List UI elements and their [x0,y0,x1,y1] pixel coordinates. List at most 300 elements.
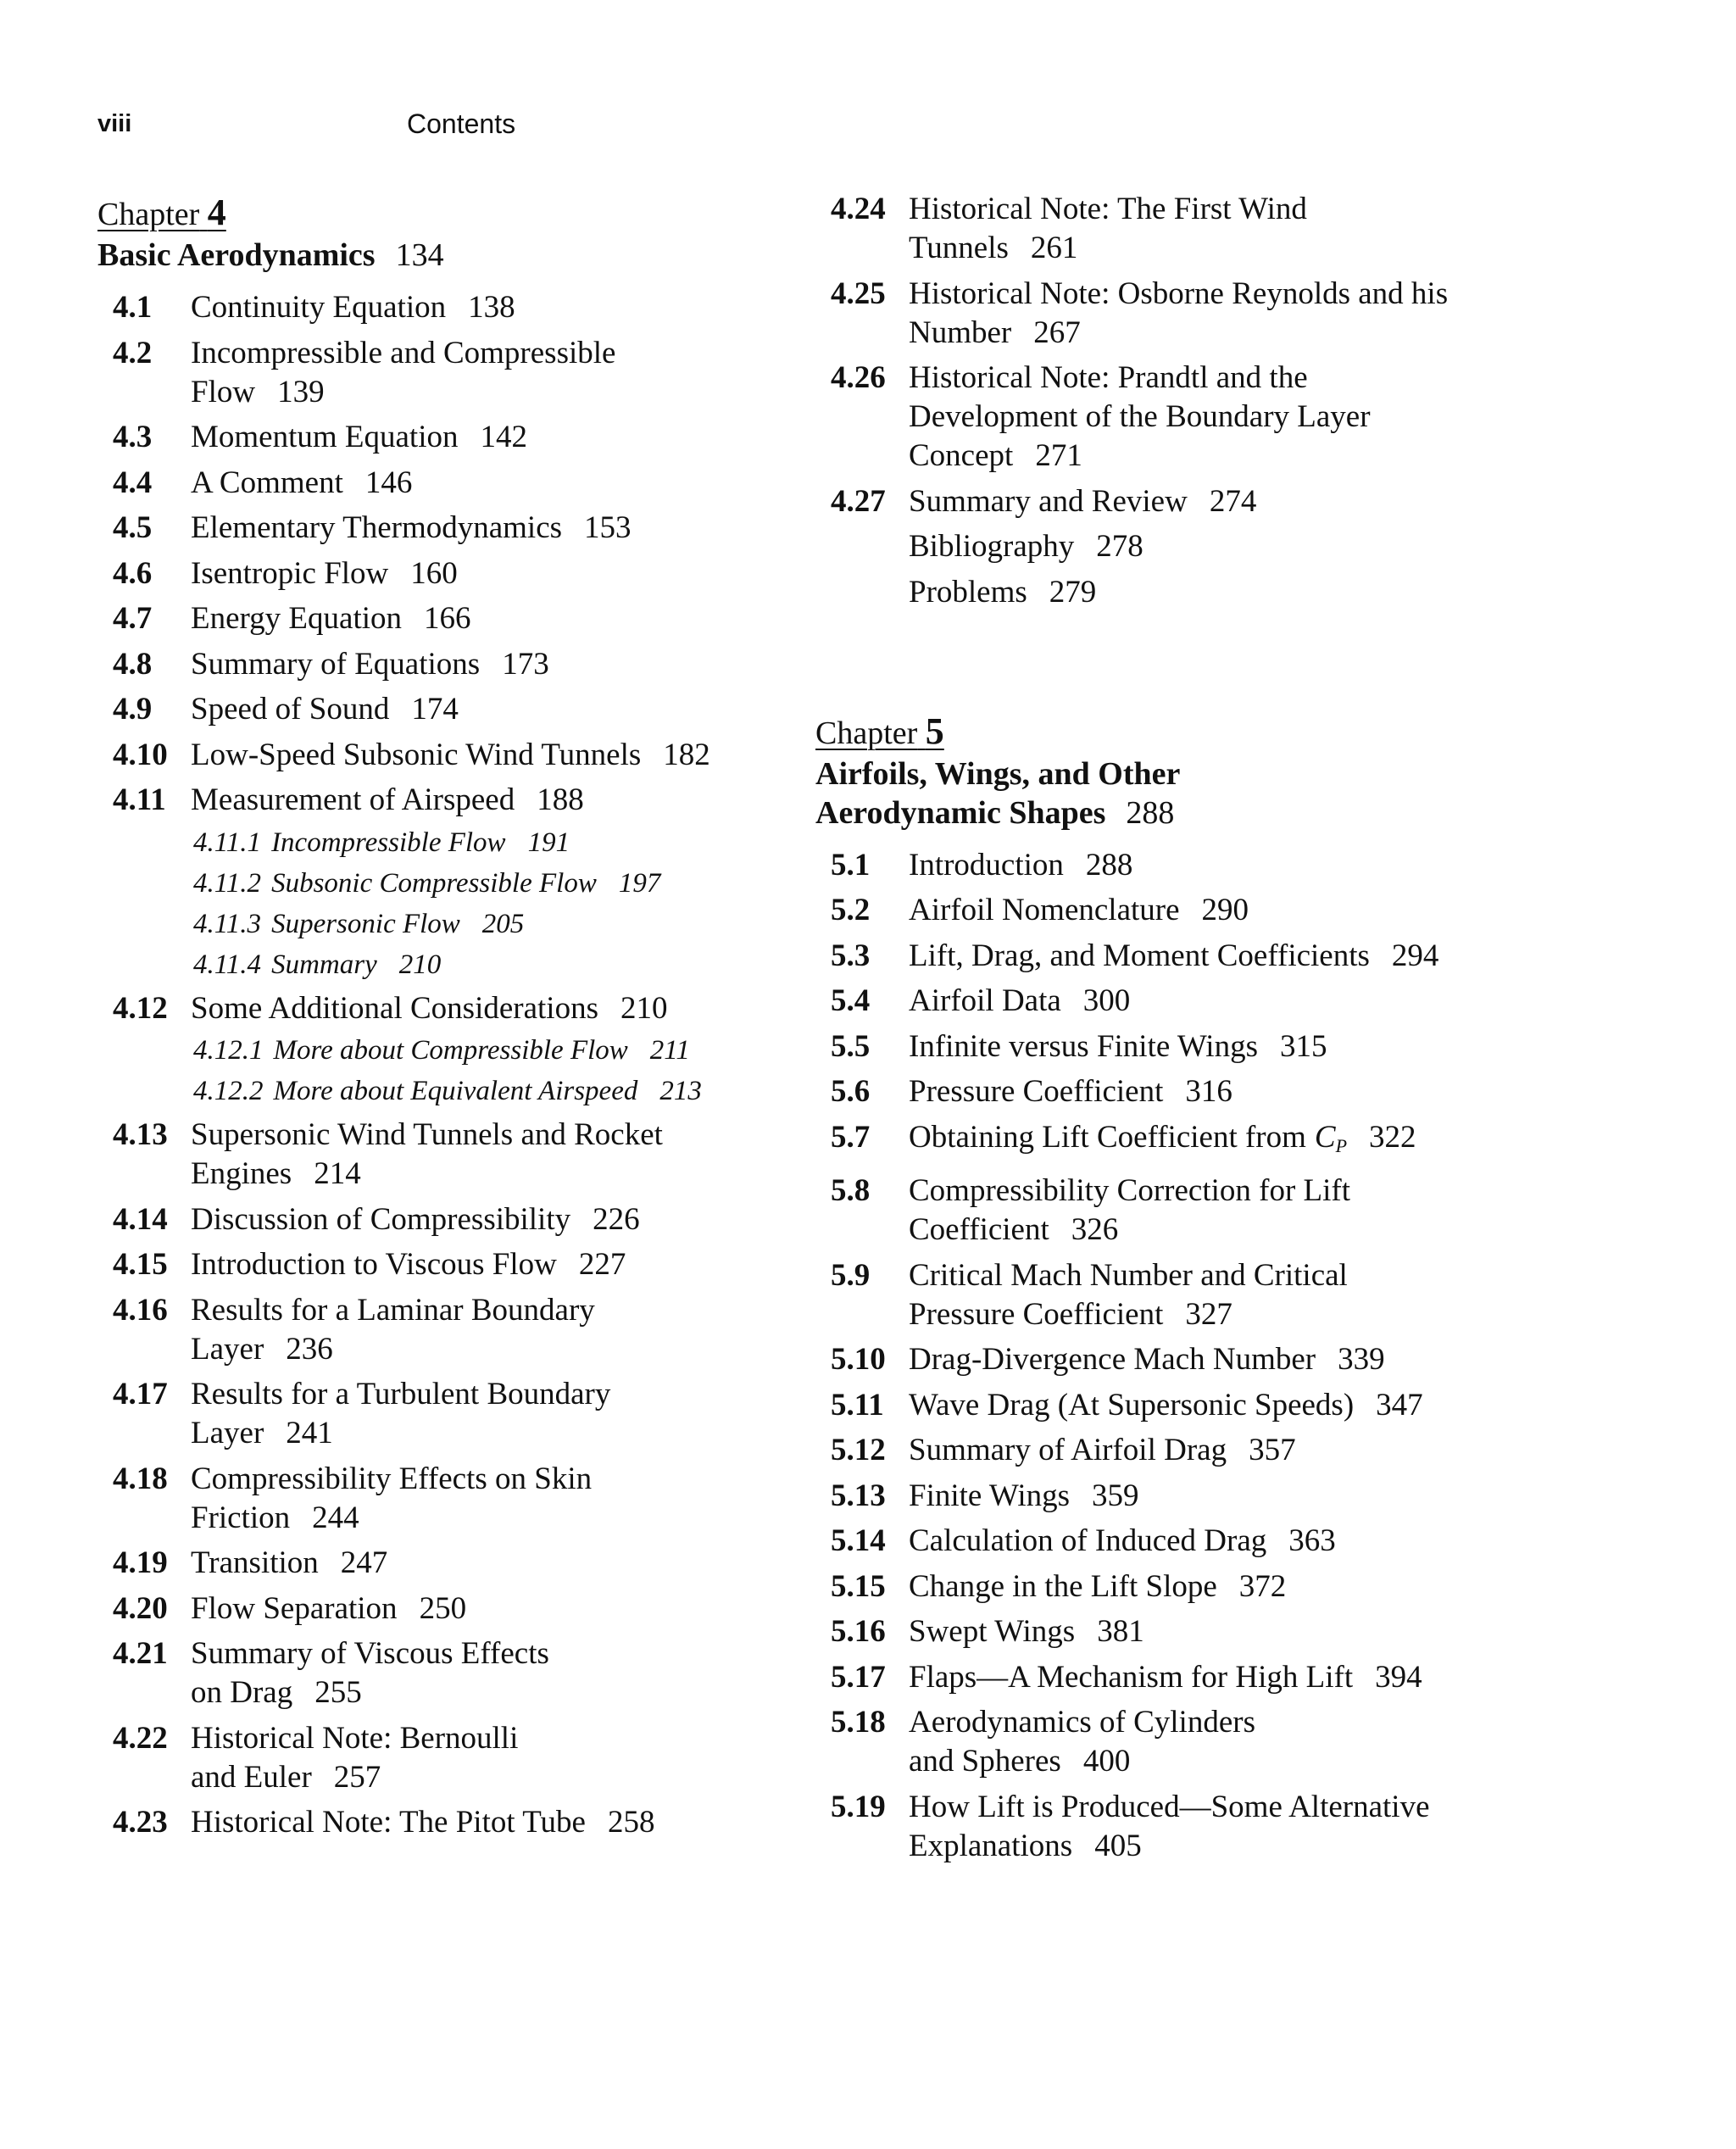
toc-subentry [97,906,801,942]
section-title-text: Momentum Equation [191,420,459,454]
section-title [191,645,801,684]
section-title-line [909,1256,1536,1295]
toc-entry [815,846,1536,885]
section-number: 4.12 [113,990,168,1026]
page-ref: 213 [659,1076,702,1106]
section-title-text: Finite Wings [909,1478,1071,1513]
toc-column-left [97,193,801,1849]
section-title-text: Engines [191,1156,292,1191]
section-title-line [909,1027,1536,1066]
section-title-text: Summary and Review [909,483,1188,519]
section-title [191,554,801,593]
section-title-line [191,1291,801,1330]
section-number: 4.4 [113,465,153,500]
section-number: 5.7 [831,1119,871,1155]
page-ref: 363 [1288,1523,1336,1558]
page-ref: 294 [1391,938,1439,973]
page-ref: 347 [1376,1387,1423,1422]
page-ref: 322 [1369,1119,1416,1155]
section-title-text: A Comment [191,465,343,500]
section-title [191,1245,801,1284]
section-number: 4.8 [113,646,153,682]
section-title-line [909,1827,1536,1866]
section-title-text: Continuity Equation [191,290,447,325]
section-title [191,989,801,1028]
toc-column-right [815,190,1536,1872]
section-title-text: Tunnels [909,231,1009,265]
section-number: 4.2 [113,335,153,370]
section-title-text: Pressure Coefficient [909,1074,1164,1109]
section-title-text: Number [909,315,1012,350]
page-ref: 255 [314,1675,362,1710]
section-title-text: Airfoil Data [909,983,1061,1018]
section-title-text: Isentropic Flow [191,555,389,591]
section-title [909,982,1536,1021]
toc-entry [815,1612,1536,1651]
chapter-5-heading [815,712,1536,832]
subsection-title: Supersonic Flow [271,908,460,939]
section-title [909,1522,1536,1561]
section-title-text: Historical Note: Bernoulli [191,1720,519,1756]
toc-entry [97,645,801,684]
toc-entry [97,288,801,327]
toc-entry [97,1200,801,1239]
section-title [191,509,801,548]
page-ref: 278 [1096,529,1143,564]
section-title-text: Aerodynamics of Cylinders [909,1705,1255,1740]
section-number: 5.10 [831,1342,886,1377]
section-title [191,1375,801,1453]
toc-entries [815,846,1536,1866]
subsection-number: 4.12.1 [193,1035,264,1066]
section-title-line [191,1758,801,1797]
section-title-text: Calculation of Induced Drag [909,1523,1267,1558]
section-title-line [191,1719,801,1758]
math-symbol [1315,1120,1347,1155]
toc-entry [97,464,801,503]
toc-entry [97,1589,801,1628]
section-title-line [191,1460,801,1499]
section-title [191,781,801,820]
section-title [191,334,801,412]
section-number: 4.1 [113,290,153,325]
section-title-line [909,1788,1536,1827]
section-title [909,846,1536,885]
section-title-text: Change in the Lift Slope [909,1568,1217,1604]
section-title-text: How Lift is Produced—Some Alternative [909,1789,1430,1824]
section-title-text: Development of the Boundary Layer [909,399,1371,434]
section-title-line [909,1742,1536,1781]
section-title [909,1072,1536,1111]
toc-entry [97,1544,801,1583]
section-number: 5.15 [831,1568,886,1604]
section-number: 4.27 [831,483,886,519]
section-number: 5.4 [831,983,871,1018]
section-title-text: Layer [191,1416,264,1450]
toc-entry [815,275,1536,353]
section-number: 5.16 [831,1614,886,1649]
toc-entry [815,1340,1536,1379]
toc-entry [97,736,801,775]
backmatter-title: Bibliography [909,529,1075,564]
section-title [191,1634,801,1712]
page-ref: 288 [1085,847,1133,882]
page-ref: 191 [527,827,570,858]
section-title [909,275,1536,353]
section-number: 5.17 [831,1659,886,1695]
toc-entries [97,288,801,1842]
section-title [191,1719,801,1797]
section-title-text: on Drag [191,1675,293,1710]
backmatter-entry [815,573,1536,612]
section-title-text: Airfoil Nomenclature [909,893,1180,927]
toc-entry [97,509,801,548]
section-title-text: Concept [909,438,1014,473]
subsection-number: 4.11.3 [193,908,262,939]
section-title-line [191,1200,801,1239]
section-title-line [909,229,1536,268]
section-number: 5.18 [831,1705,886,1740]
page-ref: 247 [340,1545,388,1580]
section-title [909,1431,1536,1470]
toc-entry [815,482,1536,521]
section-title-text: Results for a Laminar Boundary [191,1292,595,1328]
section-title-line [909,398,1536,437]
page-ref: 139 [277,374,325,409]
section-title-text: Coefficient [909,1212,1049,1247]
section-title-line [191,1375,801,1414]
section-title-text: Pressure Coefficient [909,1296,1164,1332]
toc-entry [815,1072,1536,1111]
page-ref: 258 [607,1805,655,1840]
section-title-line [909,982,1536,1021]
section-title-line [909,1658,1536,1697]
toc-entry [97,1245,801,1284]
section-title-text: Introduction [909,847,1064,882]
section-number: 5.14 [831,1523,886,1558]
page-ref: 205 [481,908,525,939]
section-number: 4.3 [113,420,153,454]
section-title [191,736,801,775]
chapter-label: Chapter 4 [97,192,226,233]
subsection-number: 4.11.1 [193,827,262,858]
section-title-text: Flow [191,374,256,409]
toc-entry [815,1522,1536,1561]
section-title-text: Swept Wings [909,1614,1076,1649]
section-title [191,1589,801,1628]
chapter-title: Airfoils, Wings, and Other Aerodynamic Shapes 288 [815,755,1181,831]
section-title-text: Introduction to Viscous Flow [191,1247,557,1282]
toc-entry [815,1658,1536,1697]
section-title [191,418,801,457]
section-title-line [191,690,801,729]
toc-entry [815,1118,1536,1166]
section-title-line [909,1072,1536,1111]
section-title-line [909,1522,1536,1561]
section-title-line [909,190,1536,229]
section-number: 4.16 [113,1292,168,1328]
page-ref: 250 [419,1590,467,1626]
toc-entry [97,1291,801,1369]
chapter-title: Basic Aerodynamics 134 [97,237,444,273]
section-title-text: Compressibility Effects on Skin [191,1461,593,1496]
page-ref: 290 [1201,893,1249,927]
section-number: 4.22 [113,1720,168,1756]
section-title [191,288,801,327]
section-title-text: Low-Speed Subsonic Wind Tunnels [191,737,642,772]
page-ref: 315 [1280,1028,1327,1064]
page-ref: 160 [410,555,458,591]
toc-subentry [97,825,801,860]
page-ref: 236 [286,1331,333,1367]
section-title-text: Infinite versus Finite Wings [909,1028,1258,1064]
section-title-line [191,464,801,503]
page-ref: 405 [1094,1828,1142,1863]
section-title [191,1460,801,1538]
section-title [191,1116,801,1194]
section-title-text: Explanations [909,1828,1073,1863]
page-ref: 359 [1092,1478,1139,1513]
section-title-line [909,275,1536,314]
section-title [909,1256,1536,1334]
section-number: 4.15 [113,1247,168,1282]
toc-entry [815,1431,1536,1470]
section-title-line [191,781,801,820]
section-number: 4.19 [113,1545,168,1580]
toc-entry [97,781,801,820]
section-title-line [909,1703,1536,1742]
subsection-title: More about Equivalent Airspeed [273,1076,638,1106]
running-title: Contents [407,108,516,139]
page-ref: 274 [1209,483,1257,519]
section-title-text: Summary of Airfoil Drag [909,1433,1227,1467]
section-number: 4.14 [113,1201,168,1237]
section-title-text: Elementary Thermodynamics [191,510,563,545]
section-title-line [191,1116,801,1155]
section-title-line [191,509,801,548]
section-number: 5.12 [831,1433,886,1467]
section-title [909,891,1536,930]
toc-entry [815,1788,1536,1866]
section-number: 4.6 [113,555,153,591]
section-title [191,1200,801,1239]
subsection-number: 4.11.2 [193,867,262,899]
section-title-text: Speed of Sound [191,692,390,727]
section-title-line [909,437,1536,476]
toc-entry [97,989,801,1028]
math-symbol-subscript: P [1335,1134,1348,1156]
section-title-line [909,314,1536,353]
section-number: 4.9 [113,692,153,727]
section-title [191,1803,801,1842]
section-number: 4.23 [113,1805,168,1840]
section-title-line [909,359,1536,398]
section-title-text: Flow Separation [191,1590,398,1626]
toc-entries [815,190,1536,521]
toc-entry [815,1703,1536,1781]
page-ref: 173 [502,646,549,682]
section-title-text: Obtaining Lift Coefficient from [909,1119,1306,1155]
backmatter-entry [815,527,1536,566]
page-ref: 271 [1035,438,1082,473]
section-title-text: Wave Drag (At Supersonic Speeds) [909,1387,1355,1422]
section-title [909,1612,1536,1651]
page-ref: 400 [1082,1744,1131,1779]
section-number: 5.2 [831,893,871,927]
page-ref: 327 [1185,1296,1232,1332]
section-title [909,190,1536,268]
section-title-text: and Spheres [909,1744,1061,1779]
section-title-text: Drag-Divergence Mach Number [909,1342,1316,1377]
running-head [97,107,515,141]
section-title-line [909,1340,1536,1379]
toc-entry [97,599,801,638]
toc-entry [97,334,801,412]
page-ref: 214 [314,1156,361,1191]
section-number: 4.24 [831,192,886,226]
page-ref: 138 [468,290,515,325]
toc-entry [97,1460,801,1538]
section-title-line [909,937,1536,976]
section-title-line [191,599,801,638]
page-ref: 339 [1338,1342,1385,1377]
backmatter-list [815,527,1536,612]
section-number: 5.11 [831,1387,884,1422]
section-title-line [191,645,801,684]
section-title [909,1172,1536,1250]
toc-entry [815,937,1536,976]
section-title-line [191,1634,801,1673]
page-ref: 261 [1030,231,1078,265]
section-title-text: Compressibility Correction for Lift [909,1173,1350,1208]
section-number: 5.3 [831,938,871,973]
section-title-text: Measurement of Airspeed [191,782,515,817]
page-ref: 326 [1071,1212,1119,1247]
section-title-line [909,846,1536,885]
section-title [909,1477,1536,1516]
section-title [191,690,801,729]
section-title [909,1703,1536,1781]
section-title-line [909,482,1536,521]
section-number: 5.19 [831,1789,886,1824]
section-title-text: Discussion of Compressibility [191,1201,571,1237]
page-ref: 210 [398,949,442,980]
toc-subentry [97,866,801,901]
section-number: 4.5 [113,510,153,545]
toc-entry [815,1256,1536,1334]
section-title-line [191,1245,801,1284]
chapter-page: 288 [1126,794,1175,831]
section-number: 5.5 [831,1028,871,1064]
section-number: 4.7 [113,601,153,636]
section-number: 4.17 [113,1377,168,1411]
section-title-line [909,1477,1536,1516]
toc-entry [815,1477,1536,1516]
page-ref: 372 [1238,1568,1287,1604]
section-title-text: Historical Note: The First Wind [909,192,1307,226]
toc-entry [815,359,1536,476]
page-ref: 182 [663,737,710,772]
section-title-line [191,1499,801,1538]
toc-entry [97,1803,801,1842]
chapter-4-heading [97,193,801,275]
section-number: 5.13 [831,1478,886,1513]
section-title-text: Historical Note: Osborne Reynolds and his [909,276,1449,311]
page-ref: 267 [1033,315,1081,350]
section-title-text: Layer [191,1331,264,1367]
page-ref: 146 [364,465,413,500]
page-number: viii [97,109,132,137]
toc-entry [815,1386,1536,1425]
page-ref: 197 [618,867,661,899]
backmatter-title: Problems [909,574,1027,610]
section-title-line [909,1567,1536,1606]
section-title-text: and Euler [191,1759,312,1795]
section-number: 4.13 [113,1117,168,1152]
toc-entry [815,1172,1536,1250]
page-ref: 227 [578,1247,626,1282]
page-ref: 381 [1097,1614,1144,1649]
subsection-title: Incompressible Flow [271,827,506,858]
section-number: 4.20 [113,1590,168,1626]
page-ref: 244 [312,1500,359,1535]
section-title [909,359,1536,476]
section-title-line [191,989,801,1028]
section-title-line [909,1118,1536,1166]
section-number: 4.26 [831,360,886,395]
math-symbol-letter: C [1314,1119,1336,1155]
toc-entry [815,1027,1536,1066]
section-title [191,464,801,503]
section-title-line [909,1612,1536,1651]
section-title-line [191,288,801,327]
section-title-text: Some Additional Considerations [191,990,598,1026]
toc-entry [815,190,1536,268]
section-title-line [191,1589,801,1628]
section-title-line [191,1330,801,1369]
chapter-number: 4 [207,192,226,233]
page-ref: 357 [1249,1433,1296,1467]
section-number: 4.21 [113,1636,168,1671]
section-title-line [909,1211,1536,1250]
section-title-line [191,1803,801,1842]
subsection-title: Summary [271,949,377,980]
section-title-line [191,1673,801,1712]
section-title-text: Incompressible and Compressible [191,335,616,370]
section-title [909,1118,1536,1166]
section-title-text: Energy Equation [191,601,403,636]
section-title [191,599,801,638]
toc-entry [97,554,801,593]
chapter-label: Chapter 5 [815,710,944,752]
toc-subentry [97,1073,801,1109]
section-title-text: Friction [191,1500,291,1535]
page-ref: 210 [620,990,668,1026]
subsection-title: More about Compressible Flow [273,1035,628,1066]
section-title-line [191,1544,801,1583]
section-title-line [909,891,1536,930]
section-title-text: Summary of Equations [191,646,481,682]
section-title-text: Results for a Turbulent Boundary [191,1377,611,1411]
section-number: 4.25 [831,276,886,311]
section-title-line [191,736,801,775]
section-number: 5.6 [831,1074,871,1109]
page-ref: 257 [333,1759,381,1795]
section-title [191,1291,801,1369]
section-number: 5.8 [831,1173,871,1208]
chapter-page: 134 [395,237,444,273]
section-title [909,1788,1536,1866]
